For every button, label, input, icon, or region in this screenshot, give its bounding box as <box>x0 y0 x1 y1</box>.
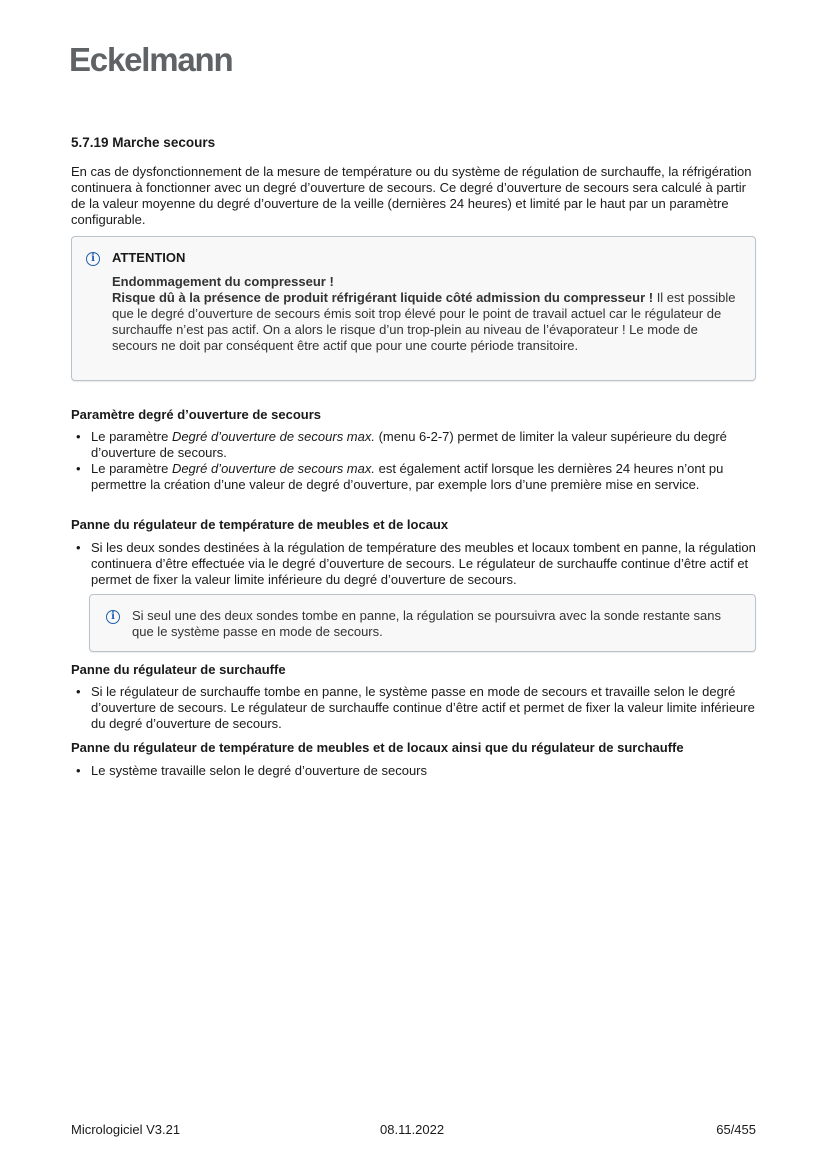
attention-subtitle: Endommagement du compresseur ! <box>112 274 334 289</box>
attention-box <box>71 236 756 381</box>
attention-text: Il est possible que le degré d’ouverture de secours émis soit trop élevé pour le point de travail actuel car le régulateur de surchauffe n’est pas actif. On a alors le risque d’un trop-plein au niveau de l’évaporateur ! Le mode de secours ne doit par conséquent être actif que pour une courte période transitoire. <box>112 290 736 353</box>
intro-paragraph: En cas de dysfonctionnement de la mesure de température ou du système de régulation de surchauffe, la réfrigération continuera à fonctionner avec un degré d’ouverture de secours. Ce degré d’ouverture de secours sera calculé à partir de la valeur moyenne du degré d’ouverture de la veille (dernières 24 heures) et limité par le haut par un paramètre configurable. <box>71 164 752 227</box>
bullet-list <box>71 540 756 588</box>
bullet-list <box>71 429 756 493</box>
list-item: • Si les deux sondes destinées à la régulation de température des meubles et locaux tombent en panne, la régulation continuera d’être effectuée via le degré d’ouverture de secours. Le régulateur de surchauffe continue d’être actif et permet de fixer la valeur limite inférieure du degré d’ouverture de secours. <box>71 540 756 588</box>
footer-date: 08.11.2022 <box>380 1122 445 1137</box>
section-heading: 5.7.19 Marche secours <box>71 135 216 150</box>
subsection-title: Paramètre degré d’ouverture de secours <box>71 407 321 422</box>
bullet-list <box>71 763 756 779</box>
note-box <box>89 594 756 652</box>
list-item: • Le paramètre Degré d’ouverture de secours max. est également actif lorsque les dernières 24 heures n’ont pu permettre la création d’une valeur de degré d’ouverture, par exemple lors d’une première mise en service. <box>71 461 756 493</box>
attention-risk: Risque dû à la présence de produit réfrigérant liquide côté admission du compresseur ! <box>112 290 654 305</box>
subsection-title: Panne du régulateur de température de meubles et de locaux ainsi que du régulateur de surchauffe <box>71 740 684 755</box>
list-item: • Le paramètre Degré d’ouverture de secours max. (menu 6-2-7) permet de limiter la valeur supérieure du degré d’ouverture de secours. <box>71 429 756 461</box>
info-icon: i <box>86 252 100 266</box>
bullet-list <box>71 684 756 732</box>
note-text: Si seul une des deux sondes tombe en panne, la régulation se poursuivra avec la sonde restante sans que le système passe en mode de secours. <box>132 608 721 639</box>
logo: Eckelmann <box>69 41 233 78</box>
subsection-title: Panne du régulateur de surchauffe <box>71 662 286 677</box>
info-icon: i <box>106 610 120 624</box>
footer-software: Micrologiciel V3.21 <box>71 1122 181 1137</box>
subsection-title: Panne du régulateur de température de meubles et de locaux <box>71 517 449 532</box>
attention-title: ATTENTION <box>112 250 186 265</box>
list-item: • Si le régulateur de surchauffe tombe en panne, le système passe en mode de secours et travaille selon le degré d’ouverture de secours. Le régulateur de surchauffe continue d’être actif et permet de fixer la valeur limite inférieure du degré d’ouverture de secours. <box>71 684 756 732</box>
footer-page: 65/455 <box>716 1122 756 1137</box>
list-item: • Le système travaille selon le degré d’ouverture de secours <box>71 763 756 779</box>
